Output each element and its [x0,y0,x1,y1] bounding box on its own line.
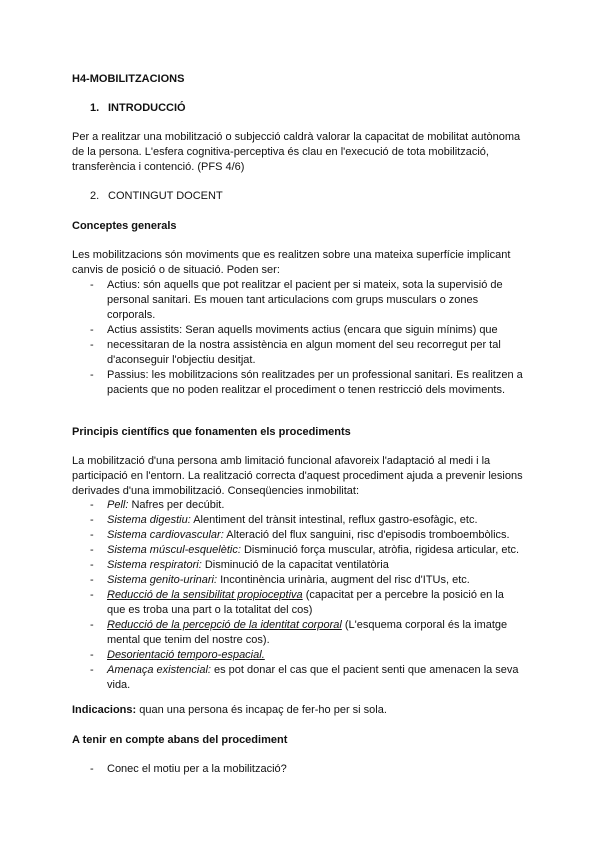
principis-intro: La mobilització d'una persona amb limitació funcional afavoreix l'adaptació al medi i la participació en l'entorn. La realització correcta d'aquest procediment ajuda a prevenir lesions derivades d'una immobilització. Conseqüencies inmobilitat: [72,455,523,497]
list-item: - necessitaran de la nostra assistència en algun moment del seu recorregut per tal d'aconseguir l'objectiu desitjat. [90,339,501,366]
list-item: - Actius: són aquells que pot realitzar el pacient per si mateix, sota la supervisió de personal sanitari. Es mouen tant articulacions com grups musculars o zones corporals. [90,279,503,321]
tenir-list [0,762,600,777]
list-item: - Sistema genito-urinari: Incontinència urinària, augment del risc d'ITUs, etc. [90,574,470,586]
indicacions-paragraph: Indicacions: quan una persona és incapaç de fer-ho per si sola. [72,704,387,716]
section-2-heading [90,189,223,204]
list-item: - Sistema respiratori: Disminució de la capacitat ventilatòria [90,559,389,571]
list-item: - Sistema cardiovascular: Alteració del flux sanguini, risc d'episodis tromboembòlics. [90,529,510,541]
heading-conceptes-generals: Conceptes generals [72,220,177,232]
intro-paragraph: Per a realitzar una mobilització o subjecció caldrà valorar la capacitat de mobilitat autònoma de la persona. L'esfera cognitiva-perceptiva és clau en l'execució de tota mobilització, transferència i contenció. (PFS 4/6) [72,131,521,173]
conceptes-list [0,278,600,398]
section-2-number: 2. [90,190,100,202]
list-item: - Desorientació temporo-espacial. [90,649,265,661]
list-item: - Reducció de la sensibilitat propioceptiva (capacitat per a percebre la posició en la que es troba una part o la totalitat del cos) [90,589,504,616]
list-item: - Amenaça existencial: es pot donar el cas que el pacient senti que amenacen la seva vida. [90,664,519,691]
consequencies-list [0,498,600,693]
heading-principis: Principis científics que fonamenten els procediments [72,426,351,438]
list-item: - Reducció de la percepció de la identitat corporal (L'esquema corporal és la imatge mental que tenim del nostre cos). [90,619,508,646]
section-1-number: 1. [90,102,100,114]
list-item: - Sistema digestiu: Alentiment del trànsit intestinal, reflux gastro-esofàgic, etc. [90,514,478,526]
section-2-title: CONTINGUT DOCENT [108,190,223,202]
heading-tenir-en-compte: A tenir en compte abans del procediment [72,734,288,746]
section-1-title: INTRODUCCIÓ [108,102,186,114]
list-item: - Conec el motiu per a la mobilització? [90,763,287,775]
list-item: - Pell: Nafres per decúbit. [90,499,225,511]
list-item: - Actius assistits: Seran aquells moviments actius (encara que siguin mínims) que [90,324,498,336]
doc-title: H4-MOBILITZACIONS [72,73,185,85]
conceptes-intro: Les mobilitzacions són moviments que es realitzen sobre una mateixa superfície implicant canvis de posició o de situació. Poden ser: [72,249,511,276]
section-1-heading [90,101,186,116]
list-item: - Passius: les mobilitzacions són realitzades per un professional sanitari. Es realitzen a pacients que no poden realitzar el procediment o tenen restricció dels moviments. [90,369,523,396]
list-item: - Sistema múscul-esquelètic: Disminució força muscular, atròfia, rigidesa articular, etc. [90,544,520,556]
